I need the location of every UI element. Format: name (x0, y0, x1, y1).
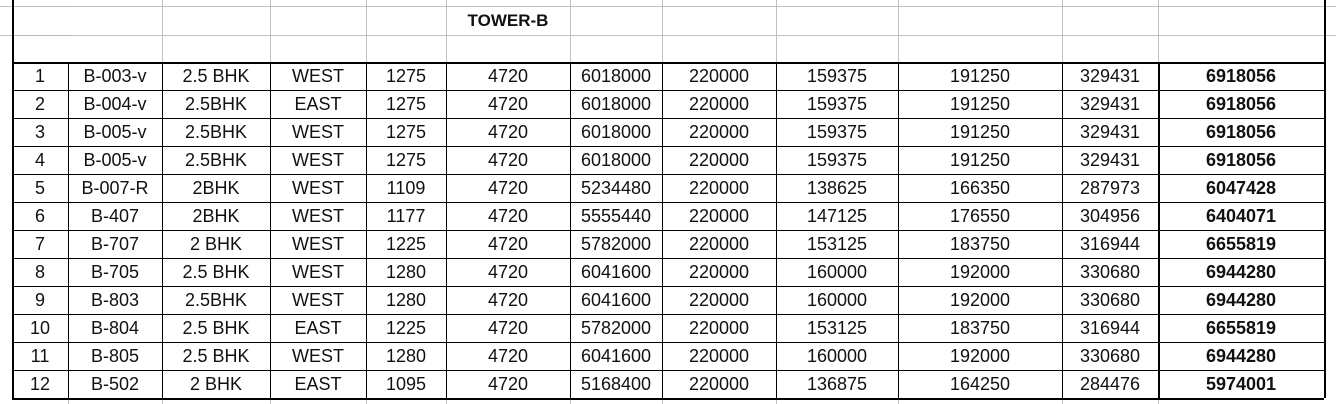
cell-type: 2.5 BHK (182, 345, 250, 366)
cell-basic: 5782000 (580, 233, 652, 254)
grid-line (446, 400, 447, 404)
cell-total: 6404071 (1205, 205, 1277, 226)
cell-sno: 3 (34, 121, 45, 142)
cell-total: 6944280 (1205, 345, 1277, 366)
cell-type: 2.5 BHK (182, 65, 250, 86)
cell-c2: 183750 (949, 317, 1011, 338)
cell-rate: 4720 (487, 93, 529, 114)
column-border (1158, 62, 1160, 398)
cell-total: 5974001 (1205, 373, 1277, 394)
cell-sno: 1 (34, 65, 45, 86)
cell-area: 1275 (385, 121, 427, 142)
cell-charges: 220000 (688, 149, 750, 170)
cell-facing: WEST (292, 261, 344, 282)
column-border (898, 62, 899, 398)
cell-c2: 166350 (949, 177, 1011, 198)
cell-total: 6918056 (1205, 93, 1277, 114)
cell-c3: 304956 (1079, 205, 1141, 226)
cell-basic: 5168400 (580, 373, 652, 394)
cell-type: 2BHK (192, 177, 240, 198)
cell-total: 6918056 (1205, 121, 1277, 142)
cell-basic: 6018000 (580, 121, 652, 142)
sheet-title: TOWER-B (467, 11, 549, 30)
column-border (662, 62, 663, 398)
row-border (12, 398, 1324, 400)
grid-line (14, 35, 68, 36)
cell-c1: 136875 (806, 373, 868, 394)
cell-facing: EAST (294, 373, 342, 394)
cell-basic: 5234480 (580, 177, 652, 198)
cell-area: 1275 (385, 65, 427, 86)
cell-basic: 6018000 (580, 93, 652, 114)
cell-c2: 176550 (949, 205, 1011, 226)
cell-charges: 220000 (688, 205, 750, 226)
grid-line (162, 400, 163, 404)
cell-c2: 191250 (949, 93, 1011, 114)
cell-charges: 220000 (688, 93, 750, 114)
cell-total: 6944280 (1205, 261, 1277, 282)
cell-unit: B-407 (90, 205, 140, 226)
cell-rate: 4720 (487, 317, 529, 338)
cell-rate: 4720 (487, 205, 529, 226)
cell-type: 2 BHK (189, 373, 243, 394)
cell-c1: 153125 (806, 233, 868, 254)
cell-rate: 4720 (487, 373, 529, 394)
column-border (366, 62, 367, 398)
cell-charges: 220000 (688, 345, 750, 366)
cell-unit: B-805 (90, 345, 140, 366)
table-row (0, 90, 1336, 118)
grid-line (1062, 0, 1063, 62)
cell-charges: 220000 (688, 233, 750, 254)
grid-line (0, 6, 1336, 7)
cell-charges: 220000 (688, 317, 750, 338)
cell-type: 2BHK (192, 205, 240, 226)
cell-c3: 329431 (1079, 93, 1141, 114)
column-border (1062, 62, 1063, 398)
cell-facing: WEST (292, 121, 344, 142)
table-row (0, 202, 1336, 230)
cell-total: 6918056 (1205, 149, 1277, 170)
cell-sno: 9 (34, 289, 45, 310)
cell-area: 1109 (386, 177, 426, 198)
column-border (12, 62, 14, 398)
cell-charges: 220000 (688, 289, 750, 310)
cell-basic: 6041600 (580, 345, 652, 366)
cell-type: 2.5 BHK (182, 317, 250, 338)
cell-rate: 4720 (487, 65, 529, 86)
grid-line (776, 400, 777, 404)
cell-charges: 220000 (688, 65, 750, 86)
cell-c2: 191250 (949, 121, 1011, 142)
cell-unit: B-804 (90, 317, 140, 338)
cell-area: 1275 (385, 149, 427, 170)
cell-c1: 147125 (806, 205, 868, 226)
cell-facing: EAST (294, 317, 342, 338)
table-row (0, 146, 1336, 174)
cell-area: 1280 (385, 289, 427, 310)
cell-c2: 164250 (949, 373, 1011, 394)
cell-sno: 2 (34, 93, 45, 114)
cell-sno: 4 (34, 149, 45, 170)
cell-area: 1225 (385, 317, 427, 338)
table-row (0, 286, 1336, 314)
cell-c2: 192000 (949, 345, 1011, 366)
cell-facing: WEST (292, 345, 344, 366)
frame-border (1324, 0, 1326, 62)
row-border (12, 118, 1324, 119)
cell-total: 6655819 (1205, 233, 1277, 254)
grid-line (570, 0, 571, 62)
cell-total: 6655819 (1205, 317, 1277, 338)
row-border (12, 370, 1324, 371)
cell-c3: 330680 (1079, 345, 1141, 366)
cell-facing: WEST (292, 233, 344, 254)
row-border (12, 146, 1324, 147)
grid-line (570, 400, 571, 404)
cell-unit: B-707 (90, 233, 140, 254)
cell-c2: 183750 (949, 233, 1011, 254)
cell-c2: 191250 (949, 65, 1011, 86)
cell-sno: 12 (29, 373, 51, 394)
cell-charges: 220000 (688, 373, 750, 394)
cell-total: 6944280 (1205, 289, 1277, 310)
cell-c3: 329431 (1079, 65, 1141, 86)
table-row (0, 118, 1336, 146)
cell-area: 1095 (385, 373, 427, 394)
grid-line (366, 400, 367, 404)
cell-unit: B-007-R (81, 177, 149, 198)
row-border (12, 174, 1324, 175)
row-border (12, 314, 1324, 315)
cell-rate: 4720 (487, 149, 529, 170)
cell-c3: 316944 (1079, 233, 1141, 254)
cell-unit: B-705 (90, 261, 140, 282)
cell-type: 2.5 BHK (182, 261, 250, 282)
cell-sno: 7 (34, 233, 45, 254)
cell-area: 1225 (385, 233, 427, 254)
cell-rate: 4720 (487, 345, 529, 366)
cell-basic: 6041600 (580, 289, 652, 310)
table-row (0, 258, 1336, 286)
cell-sno: 8 (34, 261, 45, 282)
row-border (12, 258, 1324, 259)
cell-area: 1280 (385, 345, 427, 366)
grid-line (898, 400, 899, 404)
grid-line (14, 6, 68, 7)
cell-sno: 11 (30, 345, 50, 366)
cell-unit: B-502 (90, 373, 140, 394)
grid-line (366, 0, 367, 62)
cell-sno: 10 (29, 317, 51, 338)
cell-unit: B-004-v (83, 93, 147, 114)
cell-facing: WEST (292, 149, 344, 170)
cell-c3: 329431 (1079, 149, 1141, 170)
cell-type: 2 BHK (189, 233, 243, 254)
row-border (12, 62, 1324, 64)
cell-area: 1275 (385, 93, 427, 114)
grid-line (776, 0, 777, 62)
cell-c2: 191250 (949, 149, 1011, 170)
cell-area: 1280 (385, 261, 427, 282)
table-row (0, 230, 1336, 258)
row-border (12, 202, 1324, 203)
cell-charges: 220000 (688, 177, 750, 198)
cell-charges: 220000 (688, 121, 750, 142)
cell-basic: 5555440 (580, 205, 652, 226)
cell-c1: 159375 (806, 93, 868, 114)
cell-unit: B-003-v (83, 65, 147, 86)
grid-line (446, 0, 447, 62)
grid-line (1158, 0, 1159, 62)
cell-sno: 6 (34, 205, 45, 226)
table-row (0, 370, 1336, 398)
column-border (270, 62, 271, 398)
cell-c1: 160000 (806, 261, 868, 282)
cell-c3: 330680 (1079, 289, 1141, 310)
cell-c3: 316944 (1079, 317, 1141, 338)
column-border (1324, 62, 1326, 398)
cell-unit: B-005-v (83, 149, 147, 170)
column-border (162, 62, 163, 398)
cell-c2: 192000 (949, 261, 1011, 282)
cell-rate: 4720 (487, 233, 529, 254)
cell-c1: 160000 (806, 289, 868, 310)
grid-line (162, 0, 163, 62)
cell-unit: B-803 (90, 289, 140, 310)
cell-c2: 192000 (949, 289, 1011, 310)
column-border (446, 62, 447, 398)
cell-c3: 287973 (1079, 177, 1141, 198)
table-row (0, 314, 1336, 342)
cell-c3: 284476 (1079, 373, 1141, 394)
cell-c1: 153125 (806, 317, 868, 338)
cell-total: 6047428 (1205, 177, 1277, 198)
row-border (12, 286, 1324, 287)
grid-line (662, 400, 663, 404)
grid-line (0, 35, 1336, 36)
column-border (570, 62, 571, 398)
cell-rate: 4720 (487, 121, 529, 142)
cell-c1: 159375 (806, 149, 868, 170)
grid-line (270, 400, 271, 404)
table-row (0, 342, 1336, 370)
cell-facing: WEST (292, 205, 344, 226)
frame-border (12, 0, 14, 62)
cell-total: 6918056 (1205, 65, 1277, 86)
grid-line (1158, 400, 1159, 404)
row-border (12, 230, 1324, 231)
table-row (0, 174, 1336, 202)
grid-line (898, 0, 899, 62)
cell-area: 1177 (386, 205, 426, 226)
cell-rate: 4720 (487, 261, 529, 282)
cell-facing: EAST (294, 93, 342, 114)
cell-c3: 330680 (1079, 261, 1141, 282)
table-row (0, 62, 1336, 90)
column-border (776, 62, 777, 398)
grid-line (662, 0, 663, 62)
grid-line (1062, 400, 1063, 404)
cell-c1: 160000 (806, 345, 868, 366)
cell-c1: 159375 (806, 65, 868, 86)
column-border (68, 62, 69, 398)
grid-line (270, 0, 271, 62)
cell-type: 2.5BHK (184, 149, 248, 170)
cell-unit: B-005-v (83, 121, 147, 142)
cell-facing: WEST (292, 177, 344, 198)
grid-line (68, 400, 69, 404)
row-border (12, 342, 1324, 343)
cell-basic: 6018000 (580, 65, 652, 86)
cell-rate: 4720 (487, 177, 529, 198)
row-border (12, 90, 1324, 91)
cell-type: 2.5BHK (184, 93, 248, 114)
cell-type: 2.5BHK (184, 289, 248, 310)
cell-rate: 4720 (487, 289, 529, 310)
cell-charges: 220000 (688, 261, 750, 282)
cell-basic: 6018000 (580, 149, 652, 170)
cell-basic: 5782000 (580, 317, 652, 338)
cell-type: 2.5BHK (184, 121, 248, 142)
cell-c3: 329431 (1079, 121, 1141, 142)
cell-facing: WEST (292, 289, 344, 310)
cell-sno: 5 (34, 177, 45, 198)
cell-c1: 138625 (806, 177, 868, 198)
cell-facing: WEST (292, 65, 344, 86)
cell-basic: 6041600 (580, 261, 652, 282)
cell-c1: 159375 (806, 121, 868, 142)
